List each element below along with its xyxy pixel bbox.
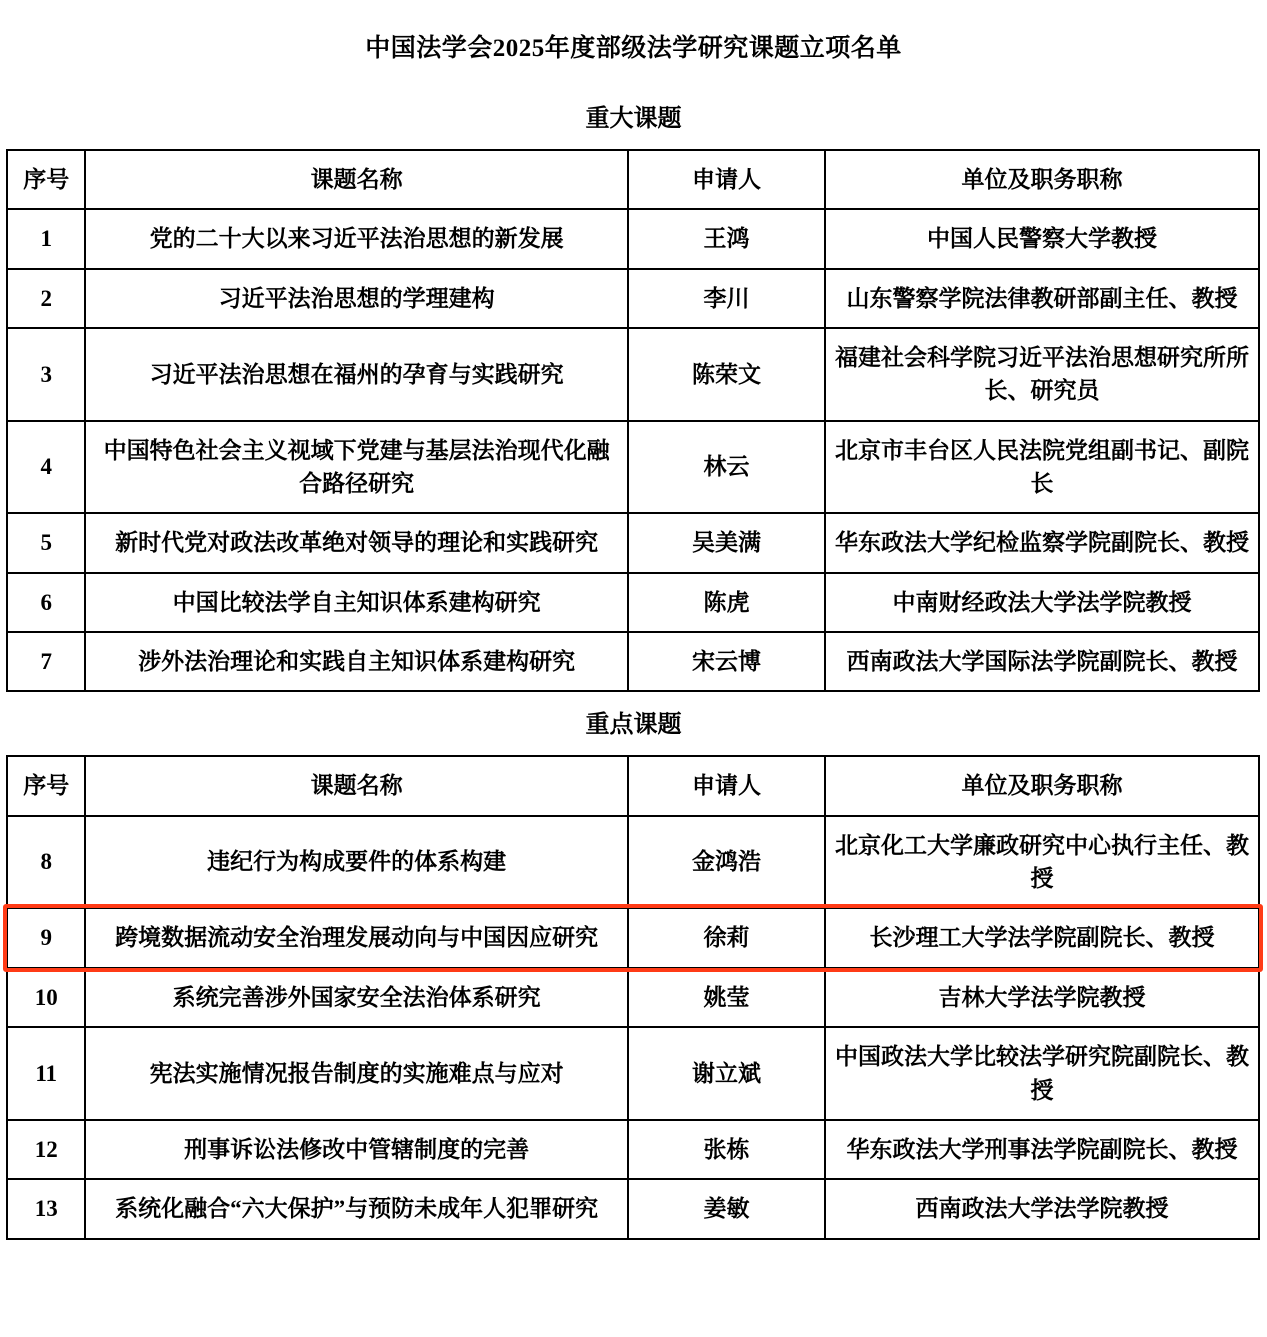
table-row bbox=[7, 421, 1259, 514]
table-wrapper-major bbox=[0, 149, 1267, 692]
cell-applicant: 李川 bbox=[628, 269, 825, 328]
cell-no: 12 bbox=[7, 1120, 85, 1179]
table-row bbox=[7, 816, 1259, 909]
page-title: 中国法学会2025年度部级法学研究课题立项名单 bbox=[365, 35, 902, 62]
cell-name: 违纪行为构成要件的体系构建 bbox=[85, 816, 628, 909]
table-row bbox=[7, 269, 1259, 328]
cell-no: 11 bbox=[7, 1027, 85, 1120]
cell-name: 系统完善涉外国家安全法治体系研究 bbox=[85, 968, 628, 1027]
column-header-name: 课题名称 bbox=[85, 150, 628, 209]
cell-unit: 吉林大学法学院教授 bbox=[825, 968, 1259, 1027]
cell-applicant: 宋云博 bbox=[628, 632, 825, 691]
cell-name: 系统化融合“六大保护”与预防未成年人犯罪研究 bbox=[85, 1179, 628, 1238]
cell-unit: 长沙理工大学法学院副院长、教授 bbox=[825, 908, 1259, 967]
cell-unit: 北京市丰台区人民法院党组副书记、副院长 bbox=[825, 421, 1259, 514]
table-row-highlighted bbox=[7, 908, 1259, 967]
cell-no: 5 bbox=[7, 513, 85, 572]
cell-no: 13 bbox=[7, 1179, 85, 1238]
cell-unit: 中国人民警察大学教授 bbox=[825, 209, 1259, 268]
cell-name: 新时代党对政法改革绝对领导的理论和实践研究 bbox=[85, 513, 628, 572]
column-header-unit: 单位及职务职称 bbox=[825, 756, 1259, 815]
table-wrapper-key bbox=[0, 755, 1267, 1239]
cell-name: 跨境数据流动安全治理发展动向与中国因应研究 bbox=[85, 908, 628, 967]
cell-name: 宪法实施情况报告制度的实施难点与应对 bbox=[85, 1027, 628, 1120]
cell-name: 中国特色社会主义视域下党建与基层法治现代化融合路径研究 bbox=[85, 421, 628, 514]
column-header-unit: 单位及职务职称 bbox=[825, 150, 1259, 209]
cell-applicant: 谢立斌 bbox=[628, 1027, 825, 1120]
table-row bbox=[7, 968, 1259, 1027]
cell-name: 刑事诉讼法修改中管辖制度的完善 bbox=[85, 1120, 628, 1179]
table-row bbox=[7, 573, 1259, 632]
cell-no: 7 bbox=[7, 632, 85, 691]
cell-applicant: 姚莹 bbox=[628, 968, 825, 1027]
column-header-applicant: 申请人 bbox=[628, 150, 825, 209]
cell-applicant: 王鸿 bbox=[628, 209, 825, 268]
table-header-row bbox=[7, 150, 1259, 209]
cell-no: 3 bbox=[7, 328, 85, 421]
cell-unit: 中国政法大学比较法学研究院副院长、教授 bbox=[825, 1027, 1259, 1120]
cell-unit: 华东政法大学纪检监察学院副院长、教授 bbox=[825, 513, 1259, 572]
cell-name: 习近平法治思想的学理建构 bbox=[85, 269, 628, 328]
table-major-projects bbox=[6, 149, 1260, 692]
section-band-major: 重大课题 bbox=[585, 106, 682, 132]
table-row bbox=[7, 513, 1259, 572]
cell-applicant: 徐莉 bbox=[628, 908, 825, 967]
cell-unit: 山东警察学院法律教研部副主任、教授 bbox=[825, 269, 1259, 328]
table-header-row bbox=[7, 756, 1259, 815]
cell-name: 涉外法治理论和实践自主知识体系建构研究 bbox=[85, 632, 628, 691]
cell-unit: 华东政法大学刑事法学院副院长、教授 bbox=[825, 1120, 1259, 1179]
cell-unit: 福建社会科学院习近平法治思想研究所所长、研究员 bbox=[825, 328, 1259, 421]
cell-no: 2 bbox=[7, 269, 85, 328]
column-header-no: 序号 bbox=[7, 150, 85, 209]
table-row bbox=[7, 1179, 1259, 1238]
cell-no: 9 bbox=[7, 908, 85, 967]
cell-unit: 中南财经政法大学法学院教授 bbox=[825, 573, 1259, 632]
table-row bbox=[7, 1027, 1259, 1120]
column-header-name: 课题名称 bbox=[85, 756, 628, 815]
table-row bbox=[7, 1120, 1259, 1179]
column-header-applicant: 申请人 bbox=[628, 756, 825, 815]
cell-applicant: 姜敏 bbox=[628, 1179, 825, 1238]
cell-no: 10 bbox=[7, 968, 85, 1027]
cell-unit: 西南政法大学法学院教授 bbox=[825, 1179, 1259, 1238]
cell-applicant: 张栋 bbox=[628, 1120, 825, 1179]
cell-name: 习近平法治思想在福州的孕育与实践研究 bbox=[85, 328, 628, 421]
cell-name: 党的二十大以来习近平法治思想的新发展 bbox=[85, 209, 628, 268]
cell-no: 4 bbox=[7, 421, 85, 514]
cell-applicant: 吴美满 bbox=[628, 513, 825, 572]
table-row bbox=[7, 632, 1259, 691]
cell-applicant: 陈虎 bbox=[628, 573, 825, 632]
cell-name: 中国比较法学自主知识体系建构研究 bbox=[85, 573, 628, 632]
section-band-key: 重点课题 bbox=[585, 712, 682, 739]
cell-applicant: 林云 bbox=[628, 421, 825, 514]
cell-no: 1 bbox=[7, 209, 85, 268]
cell-no: 6 bbox=[7, 573, 85, 632]
table-row bbox=[7, 328, 1259, 421]
cell-unit: 北京化工大学廉政研究中心执行主任、教授 bbox=[825, 816, 1259, 909]
column-header-no: 序号 bbox=[7, 756, 85, 815]
table-row bbox=[7, 209, 1259, 268]
cell-no: 8 bbox=[7, 816, 85, 909]
cell-applicant: 金鸿浩 bbox=[628, 816, 825, 909]
cell-unit: 西南政法大学国际法学院副院长、教授 bbox=[825, 632, 1259, 691]
cell-applicant: 陈荣文 bbox=[628, 328, 825, 421]
table-key-projects bbox=[6, 755, 1260, 1239]
